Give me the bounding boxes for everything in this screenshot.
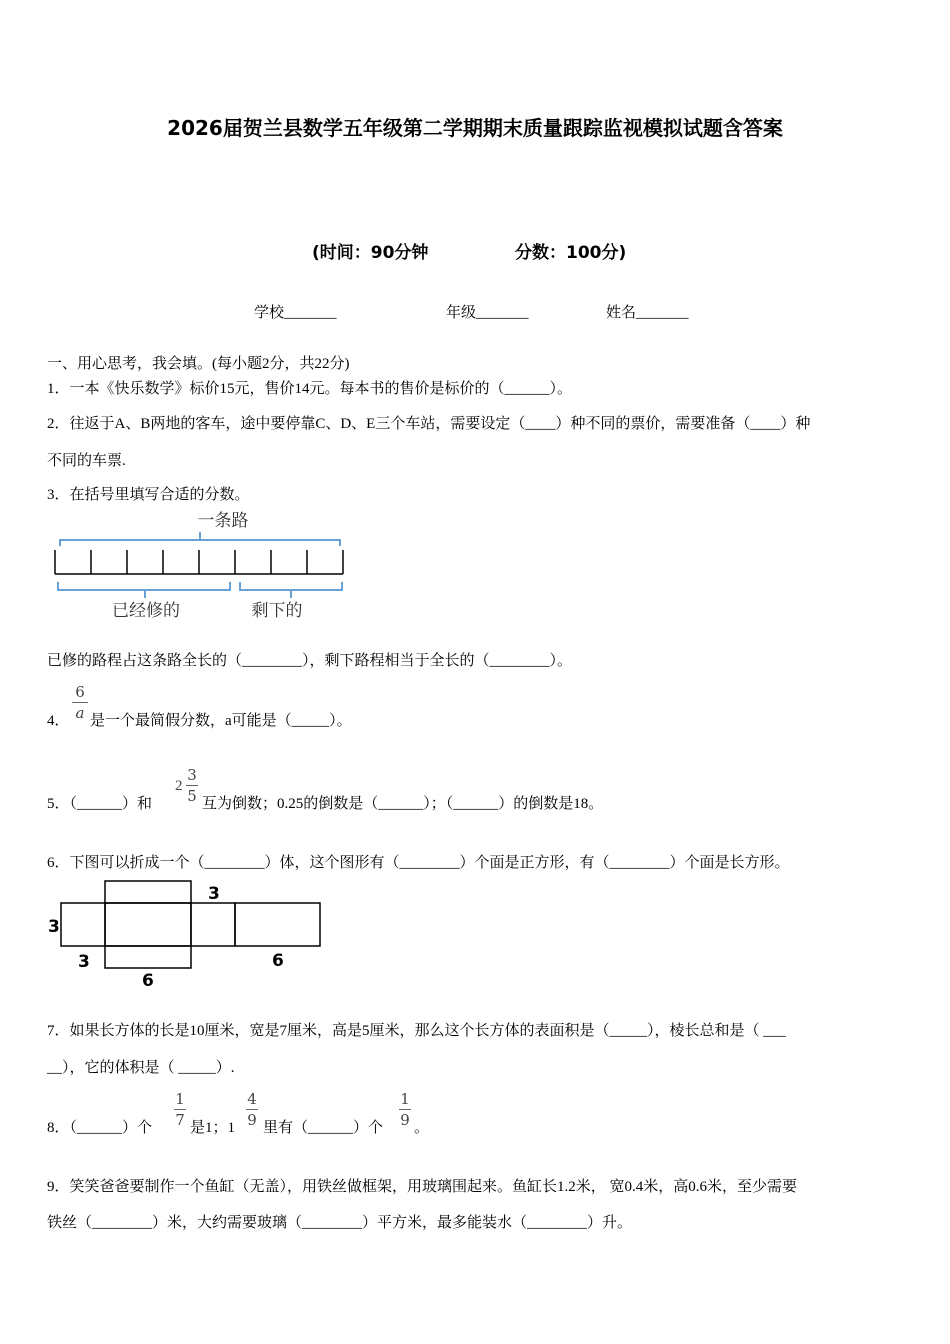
question-9-line1: 9．笑笑爸爸要制作一个鱼缸（无盖），用铁丝做框架，用玻璃围起来。鱼缸长1.2米， 宽0.4米，高0.6米，至少需要 [47, 1179, 798, 1195]
question-3: 3．在括号里填写合适的分数。 [47, 487, 250, 503]
fraction-denominator: 9 [247, 1111, 257, 1129]
question-8-part3: 里有（______）个 [263, 1120, 384, 1136]
fraction-1-over-7 [174, 1090, 186, 1129]
question-8-part1: 8．（______）个 [47, 1120, 153, 1136]
net-label-right: 6 [272, 951, 284, 971]
question-8-part2: 是1；1 [190, 1120, 236, 1136]
question-3-answer: 已修的路程占这条路全长的（________），剩下路程相当于全长的（________）。 [47, 653, 573, 669]
cuboid-net-diagram [44, 876, 329, 992]
fraction-denominator: a [75, 704, 85, 722]
question-6: 6．下图可以折成一个（________）体，这个图形有（________）个面是正方形，有（________）个面是长方形。 [47, 855, 790, 871]
mixed-number-whole: 2 [175, 778, 183, 794]
fraction-numerator: 1 [175, 1090, 185, 1108]
grade-field: 年级_______ [446, 305, 529, 321]
question-4-text: 是一个最简假分数，a可能是（_____）。 [90, 713, 352, 729]
fraction-numerator: 4 [247, 1090, 257, 1108]
fraction-denominator: 5 [187, 787, 197, 805]
mixed-number-fraction [186, 766, 198, 805]
question-4-number: 4． [47, 713, 70, 729]
fraction-numerator: 3 [187, 766, 197, 784]
question-2-line1: 2．往返于A、B两地的客车，途中要停靠C、D、E三个车站，需要设定（____）种不同的票价，需要准备（____）种 [47, 416, 811, 432]
fraction-numerator: 1 [400, 1090, 410, 1108]
fraction-6-over-a [72, 683, 88, 722]
school-field: 学校_______ [254, 305, 337, 321]
page-title: 2026届贺兰县数学五年级第二学期期末质量跟踪监视模拟试题含答案 [167, 116, 783, 140]
question-5-part1: 5．（______）和 [47, 796, 153, 812]
question-7-line1: 7．如果长方体的长是10厘米，宽是7厘米，高是5厘米，那么这个长方体的表面积是（_____），棱长总和是（ ___ [47, 1023, 786, 1039]
question-2-line2: 不同的车票. [47, 453, 126, 469]
net-label-left: 3 [48, 917, 60, 937]
road-label: 一条路 [197, 511, 249, 531]
net-label-bottom-left: 3 [78, 952, 90, 972]
fraction-1-over-9 [399, 1090, 411, 1129]
question-9-line2: 铁丝（________）米，大约需要玻璃（________）平方米，最多能装水（________）升。 [47, 1215, 633, 1231]
name-field: 姓名_______ [606, 305, 689, 321]
question-8-end: 。 [414, 1120, 430, 1136]
repaired-label: 已经修的 [112, 601, 180, 621]
question-7-line2: __），它的体积是（ _____）. [47, 1060, 235, 1076]
net-label-bottom: 6 [142, 971, 154, 991]
question-1: 1．一本《快乐数学》标价15元，售价14元。每本书的售价是标价的（______）。 [47, 381, 573, 397]
exam-score: 分数：100分) [515, 243, 627, 263]
remaining-label: 剩下的 [251, 601, 303, 621]
question-5-part2: 互为倒数；0.25的倒数是（______）；（______）的倒数是18。 [202, 796, 604, 812]
fraction-numerator: 6 [75, 683, 85, 701]
fraction-denominator: 9 [400, 1111, 410, 1129]
net-label-top: 3 [208, 884, 220, 904]
exam-time: (时间：90分钟 [312, 243, 429, 263]
fraction-denominator: 7 [175, 1111, 185, 1129]
fraction-4-over-9 [246, 1090, 258, 1129]
road-diagram [50, 506, 350, 626]
section-heading: 一、用心思考，我会填。(每小题2分，共22分) [47, 356, 350, 372]
